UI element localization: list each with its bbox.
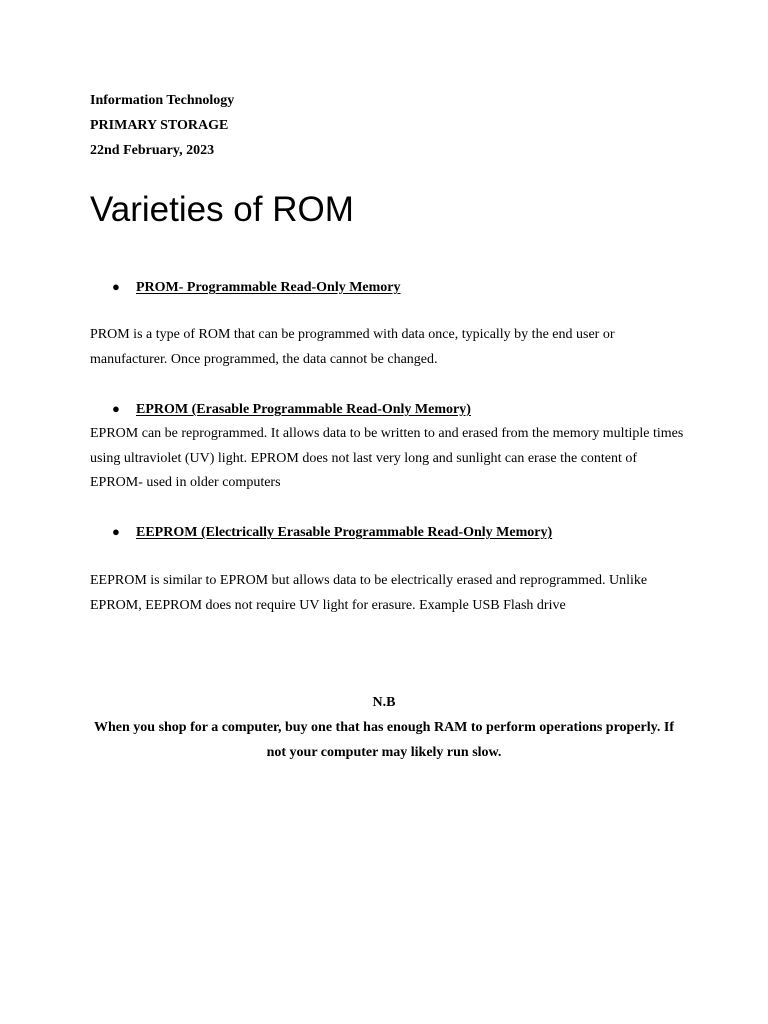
- note-line: not your computer may likely run slow.: [266, 745, 502, 760]
- note-label: N.B: [372, 695, 396, 710]
- topic-label: PRIMARY STORAGE: [90, 118, 229, 133]
- paragraph-line: EPROM, EEPROM does not require UV light for erasure. Example USB Flash drive: [90, 598, 566, 613]
- note-line: When you shop for a computer, buy one that has enough RAM to perform operations properly. If: [94, 720, 674, 735]
- paragraph-line: EPROM- used in older computers: [90, 475, 281, 490]
- paragraph-line: PROM is a type of ROM that can be programmed with data once, typically by the end user or: [90, 327, 615, 342]
- page-title: Varieties of ROM: [90, 190, 354, 229]
- section-heading: EEPROM (Electrically Erasable Programmable Read-Only Memory): [136, 525, 553, 540]
- bullet-item-eprom: [112, 400, 471, 419]
- bullet-icon: ●: [112, 401, 120, 416]
- section-heading: EPROM (Erasable Programmable Read-Only Memory): [136, 402, 471, 417]
- bullet-icon: ●: [112, 279, 120, 294]
- bullet-item-prom: [112, 278, 401, 297]
- date-label: 22nd February, 2023: [90, 143, 215, 158]
- section-heading: PROM- Programmable Read-Only Memory: [136, 280, 401, 295]
- bullet-icon: ●: [112, 524, 120, 539]
- paragraph-line: EEPROM is similar to EPROM but allows data to be electrically erased and reprogrammed. Unlike: [90, 573, 648, 588]
- subject-label: Information Technology: [90, 93, 235, 108]
- paragraph-line: EPROM can be reprogrammed. It allows data to be written to and erased from the memory multiple times: [90, 426, 684, 441]
- bullet-item-eeprom: [112, 523, 552, 542]
- paragraph-line: manufacturer. Once programmed, the data cannot be changed.: [90, 352, 438, 367]
- paragraph-line: using ultraviolet (UV) light. EPROM does not last very long and sunlight can erase the content of: [90, 451, 638, 466]
